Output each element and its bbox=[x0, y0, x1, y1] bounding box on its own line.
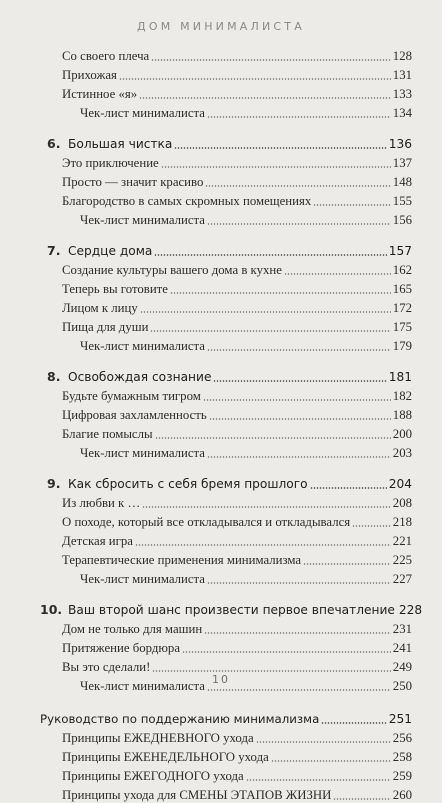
guide-page: 251 bbox=[388, 712, 412, 726]
guide-heading[interactable] bbox=[40, 706, 412, 727]
toc-entry-title: Принципы ухода для СМЕНЫ ЭТАПОВ ЖИЗНИ bbox=[62, 788, 332, 802]
chapter-title: Сердце дома bbox=[68, 244, 153, 258]
toc-entry-page: 221 bbox=[392, 534, 412, 548]
dot-leader bbox=[182, 650, 391, 654]
dot-leader bbox=[303, 562, 391, 566]
dot-leader bbox=[203, 398, 391, 402]
dot-leader bbox=[256, 740, 391, 744]
toc-entry[interactable] bbox=[40, 297, 412, 316]
toc-entry-title: Терапевтические применения минимализма bbox=[62, 553, 302, 567]
toc-entry-page: 200 bbox=[392, 427, 412, 441]
toc-entry-title: Со своего плеча bbox=[62, 49, 150, 63]
toc-entry-page: 165 bbox=[392, 282, 412, 296]
table-of-contents bbox=[40, 45, 423, 803]
dot-leader bbox=[154, 253, 386, 257]
toc-entry-title: Из любви к … bbox=[62, 496, 141, 510]
chapter-number: 7. bbox=[47, 243, 61, 258]
toc-entry-checklist[interactable] bbox=[40, 335, 412, 354]
toc-entry-page: 148 bbox=[392, 175, 412, 189]
chapter-heading[interactable] bbox=[40, 597, 423, 618]
dot-leader bbox=[139, 96, 391, 100]
chapter-number: 10. bbox=[40, 602, 63, 617]
chapter-page: 136 bbox=[388, 137, 412, 151]
dot-leader bbox=[246, 778, 391, 782]
toc-entry-title: Чек-лист минималиста bbox=[80, 679, 205, 693]
toc-entry[interactable] bbox=[40, 423, 412, 442]
toc-entry-page: 155 bbox=[392, 194, 412, 208]
dot-leader bbox=[213, 379, 386, 383]
toc-entry-page: 128 bbox=[392, 49, 412, 63]
toc-entry[interactable] bbox=[40, 278, 412, 297]
toc-entry-page: 231 bbox=[392, 622, 412, 636]
dot-leader bbox=[207, 115, 391, 119]
toc-entry-page: 137 bbox=[392, 156, 412, 170]
toc-entry[interactable] bbox=[40, 190, 412, 209]
toc-entry-checklist[interactable] bbox=[40, 102, 412, 121]
toc-entry-page: 260 bbox=[392, 788, 412, 802]
dot-leader bbox=[207, 455, 391, 459]
chapter-title: Ваш второй шанс произвести первое впечатление bbox=[68, 603, 395, 617]
toc-entry-page: 208 bbox=[392, 496, 412, 510]
dot-leader bbox=[140, 310, 391, 314]
toc-entry-page: 175 bbox=[392, 320, 412, 334]
guide-title: Руководство по поддержанию минимализма bbox=[40, 712, 320, 726]
toc-entry-page: 134 bbox=[392, 106, 412, 120]
toc-entry-page: 182 bbox=[392, 389, 412, 403]
toc-entry[interactable] bbox=[40, 404, 412, 423]
running-head: ДОМ МИНИМАЛИСТА bbox=[137, 20, 305, 33]
toc-entry[interactable] bbox=[40, 152, 412, 171]
toc-entry-title: Принципы ЕЖЕНЕДЕЛЬНОГО ухода bbox=[62, 750, 269, 764]
toc-entry-title: Притяжение бордюра bbox=[62, 641, 181, 655]
toc-entry[interactable] bbox=[40, 784, 412, 803]
dot-leader bbox=[207, 581, 391, 585]
toc-entry-title: Принципы ЕЖЕГОДНОГО ухода bbox=[62, 769, 244, 783]
chapter-title: Как сбросить с себя бремя прошлого bbox=[68, 477, 308, 491]
dot-leader bbox=[321, 721, 386, 725]
toc-entry[interactable] bbox=[40, 492, 412, 511]
dot-leader bbox=[207, 348, 391, 352]
dot-leader bbox=[313, 203, 391, 207]
toc-entry-title: Теперь вы готовите bbox=[62, 282, 168, 296]
dot-leader bbox=[207, 688, 391, 692]
toc-entry-title: Благородство в самых скромных помещениях bbox=[62, 194, 312, 208]
toc-entry-title: Цифровая захламленность bbox=[62, 408, 207, 422]
chapter-page: 157 bbox=[388, 244, 412, 258]
dot-leader bbox=[135, 543, 391, 547]
toc-entry-title: Прихожая bbox=[62, 68, 117, 82]
dot-leader bbox=[333, 797, 390, 801]
toc-entry[interactable] bbox=[40, 83, 412, 102]
chapter-page: 181 bbox=[388, 370, 412, 384]
toc-entry-title: Чек-лист минималиста bbox=[80, 446, 205, 460]
toc-entry-title: Будьте бумажным тигром bbox=[62, 389, 201, 403]
chapter-heading[interactable] bbox=[40, 471, 412, 492]
toc-entry[interactable] bbox=[40, 746, 412, 765]
toc-entry-page: 179 bbox=[392, 339, 412, 353]
dot-leader bbox=[209, 417, 391, 421]
toc-entry-title: Просто — значит красиво bbox=[62, 175, 204, 189]
toc-entry-page: 172 bbox=[392, 301, 412, 315]
dot-leader bbox=[271, 759, 391, 763]
chapter-heading[interactable] bbox=[40, 364, 412, 385]
toc-entry-page: 249 bbox=[392, 660, 412, 674]
toc-entry-checklist[interactable] bbox=[40, 209, 412, 228]
dot-leader bbox=[119, 77, 391, 81]
toc-entry-title: Чек-лист минималиста bbox=[80, 339, 205, 353]
toc-entry-page: 218 bbox=[392, 515, 412, 529]
toc-entry[interactable] bbox=[40, 64, 412, 83]
toc-entry[interactable] bbox=[40, 511, 412, 530]
toc-entry-title: Чек-лист минималиста bbox=[80, 213, 205, 227]
toc-entry-title: Вы это сделали! bbox=[62, 660, 151, 674]
toc-entry[interactable] bbox=[40, 549, 412, 568]
toc-entry[interactable] bbox=[40, 45, 412, 64]
toc-entry[interactable] bbox=[40, 618, 412, 637]
toc-entry[interactable] bbox=[40, 316, 412, 335]
chapter-heading[interactable] bbox=[40, 238, 412, 259]
toc-entry-page: 133 bbox=[392, 87, 412, 101]
dot-leader bbox=[151, 58, 391, 62]
toc-entry-title: Лицом к лицу bbox=[62, 301, 138, 315]
toc-entry-page: 131 bbox=[392, 68, 412, 82]
toc-entry-title: Это приключение bbox=[62, 156, 159, 170]
toc-entry-title: Принципы ЕЖЕДНЕВНОГО ухода bbox=[62, 731, 254, 745]
toc-entry[interactable] bbox=[40, 259, 412, 278]
toc-entry-title: Детская игра bbox=[62, 534, 133, 548]
toc-entry-title: О походе, который все откладывался и откладывался bbox=[62, 515, 351, 529]
toc-entry-title: Благие помыслы bbox=[62, 427, 153, 441]
dot-leader bbox=[207, 222, 391, 226]
toc-entry-page: 259 bbox=[392, 769, 412, 783]
chapter-page: 204 bbox=[388, 477, 412, 491]
toc-entry[interactable] bbox=[40, 765, 412, 784]
dot-leader bbox=[142, 505, 391, 509]
dot-leader bbox=[284, 272, 391, 276]
dot-leader bbox=[155, 436, 391, 440]
dot-leader bbox=[310, 486, 387, 490]
toc-entry[interactable] bbox=[40, 171, 412, 190]
toc-entry-title: Истинное «я» bbox=[62, 87, 138, 101]
dot-leader bbox=[174, 146, 386, 150]
toc-entry-checklist[interactable] bbox=[40, 568, 412, 587]
chapter-page: 228 bbox=[398, 603, 423, 617]
toc-entry-title: Чек-лист минималиста bbox=[80, 106, 205, 120]
dot-leader bbox=[170, 291, 391, 295]
toc-entry-page: 225 bbox=[392, 553, 412, 567]
toc-entry[interactable] bbox=[40, 385, 412, 404]
toc-entry-page: 203 bbox=[392, 446, 412, 460]
chapter-number: 9. bbox=[47, 476, 61, 491]
chapter-title: Большая чистка bbox=[68, 137, 173, 151]
toc-entry-page: 256 bbox=[392, 731, 412, 745]
dot-leader bbox=[161, 165, 391, 169]
toc-entry[interactable] bbox=[40, 530, 412, 549]
dot-leader bbox=[204, 631, 391, 635]
toc-entry-title: Дом не только для машин bbox=[62, 622, 203, 636]
chapter-title: Освобождая сознание bbox=[68, 370, 212, 384]
toc-entry-title: Пища для души bbox=[62, 320, 149, 334]
toc-entry-page: 227 bbox=[392, 572, 412, 586]
chapter-heading[interactable] bbox=[40, 131, 412, 152]
toc-entry-page: 188 bbox=[392, 408, 412, 422]
page-number: 10 bbox=[212, 673, 230, 686]
toc-entry[interactable] bbox=[40, 637, 412, 656]
chapter-number: 6. bbox=[47, 136, 61, 151]
chapter-number: 8. bbox=[47, 369, 61, 384]
toc-entry-checklist[interactable] bbox=[40, 442, 412, 461]
toc-entry-page: 250 bbox=[392, 679, 412, 693]
toc-entry-title: Чек-лист минималиста bbox=[80, 572, 205, 586]
toc-entry-title: Создание культуры вашего дома в кухне bbox=[62, 263, 282, 277]
toc-entry-page: 241 bbox=[392, 641, 412, 655]
toc-entry[interactable] bbox=[40, 727, 412, 746]
toc-entry-page: 258 bbox=[392, 750, 412, 764]
toc-entry-page: 156 bbox=[392, 213, 412, 227]
dot-leader bbox=[205, 184, 390, 188]
dot-leader bbox=[150, 329, 390, 333]
toc-entry-page: 162 bbox=[392, 263, 412, 277]
dot-leader bbox=[352, 524, 391, 528]
